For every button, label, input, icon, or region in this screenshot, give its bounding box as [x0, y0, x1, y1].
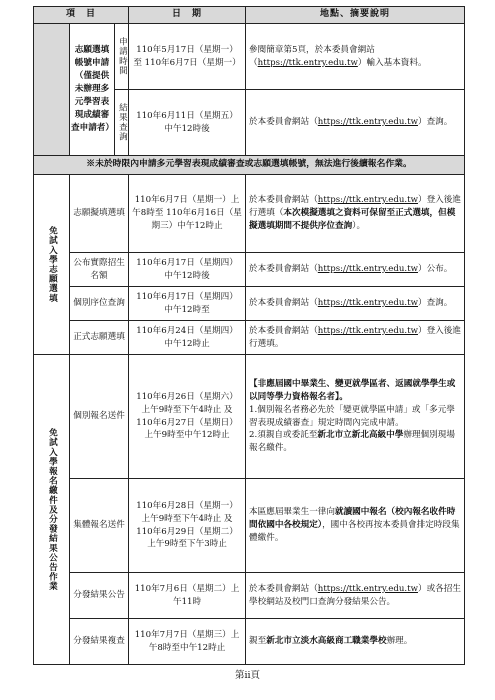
date-result-review: 110年7月7日（星期三）上午8時至中午12時止 [129, 619, 246, 665]
note-mock-filling: 於本委員會網站（https://ttk.entry.edu.tw）登入後進行選填（本次模擬選填之資料可保留至正式選填，但模擬選填期間不提供序位查詢）。 [246, 175, 465, 253]
result-query-label: 結果查詢 [117, 103, 128, 142]
note-indiv-registration: 【非應屆國中畢業生、變更就學區者、返國就學學生或以同等學力資格報名者】。 1.個別報名者務必先於「變更就學區申請」或「多元學習表現成績審查」規定時間內完成申請。 2.須親自或委託至新北市立新北高級中學辦理個別現場報名繳件。 [246, 355, 465, 479]
notice-row [34, 156, 465, 175]
item-quota: 公布實際招生名額 [70, 253, 129, 287]
table-row [34, 175, 465, 253]
table-row [34, 253, 465, 287]
header-row [34, 7, 465, 24]
account-apply-item: 志願選填帳號申請（僅提供未辦理多元學習表現成績審查申請者） [70, 24, 115, 156]
item-rank-query: 個別序位查詢 [70, 287, 129, 321]
schedule-table [33, 6, 465, 665]
date-formal-filling: 110年6月24日（星期四）中午12時止 [129, 321, 246, 355]
table-row [34, 24, 465, 90]
notice-text: ※未於時限內申請多元學習表現成績審查或志願選填帳號，無法進行後續報名作業。 [34, 156, 465, 175]
date-result-announce: 110年7月6日（星期二）上午11時 [129, 573, 246, 619]
item-result-announce: 分發結果公告 [70, 573, 129, 619]
item-indiv-registration: 個別報名送件 [70, 355, 129, 479]
item-mock-filling: 志願擬填選填 [70, 175, 129, 253]
apply-time-note: 參閱簡章第5頁，於本委員會網站（https://ttk.entry.edu.tw）輸入基本資料。 [246, 24, 465, 90]
table-row [34, 573, 465, 619]
item-group-registration: 集體報名送件 [70, 479, 129, 573]
header-location: 地點、摘要說明 [246, 7, 465, 24]
table-row [34, 321, 465, 355]
page-number: 第ii頁 [234, 670, 261, 681]
apply-time-date: 110年5月17日（星期一）至 110年6月7日（星期一） [129, 24, 246, 90]
category-registration: 免試入學報名繳件及分發結果公告作業 [47, 427, 58, 592]
header-item: 項 目 [34, 7, 129, 24]
date-group-registration: 110年6月28日（星期一）上午9時至下午4時止 及 110年6月29日（星期二）上午9時至下午3時止 [129, 479, 246, 573]
table-row [34, 287, 465, 321]
result-query-note: 於本委員會網站（https://ttk.entry.edu.tw）查詢。 [246, 90, 465, 156]
table-row [34, 479, 465, 573]
table-row [34, 355, 465, 479]
note-group-registration: 本區應屆畢業生一律向就讀國中報名（校內報名收件時間依國中各校規定），國中各校再按本委員會排定時段集體繳件。 [246, 479, 465, 573]
apply-time-label: 申請時間 [117, 37, 128, 76]
date-rank-query: 110年6月17日（星期四）中午12時至 [129, 287, 246, 321]
result-query-date: 110年6月11日（星期五）中午12時後 [129, 90, 246, 156]
date-indiv-registration: 110年6月26日（星期六）上午9時至下午4時止 及 110年6月27日（星期日）上午9時至中午12時止 [129, 355, 246, 479]
note-result-announce: 於本委員會網站（https://ttk.entry.edu.tw）或各招生學校網站及校門口查詢分發結果公告。 [246, 573, 465, 619]
header-date: 日 期 [129, 7, 246, 24]
note-quota: 於本委員會網站（https://ttk.entry.edu.tw）公布。 [246, 253, 465, 287]
item-formal-filling: 正式志願選填 [70, 321, 129, 355]
note-rank-query: 於本委員會網站（https://ttk.entry.edu.tw）查詢。 [246, 287, 465, 321]
table-row [34, 619, 465, 665]
note-result-review: 親至新北市立淡水高級商工職業學校辦理。 [246, 619, 465, 665]
date-quota: 110年6月17日（星期四）中午12時後 [129, 253, 246, 287]
category-wish-filling: 免試入學志願選填 [47, 226, 58, 303]
item-result-review: 分發結果複查 [70, 619, 129, 665]
note-formal-filling: 於本委員會網站（https://ttk.entry.edu.tw）登入後進行選填。 [246, 321, 465, 355]
date-mock-filling: 110年6月7日（星期一）上午8時至 110年6月16日（星期三）中午12時止 [129, 175, 246, 253]
